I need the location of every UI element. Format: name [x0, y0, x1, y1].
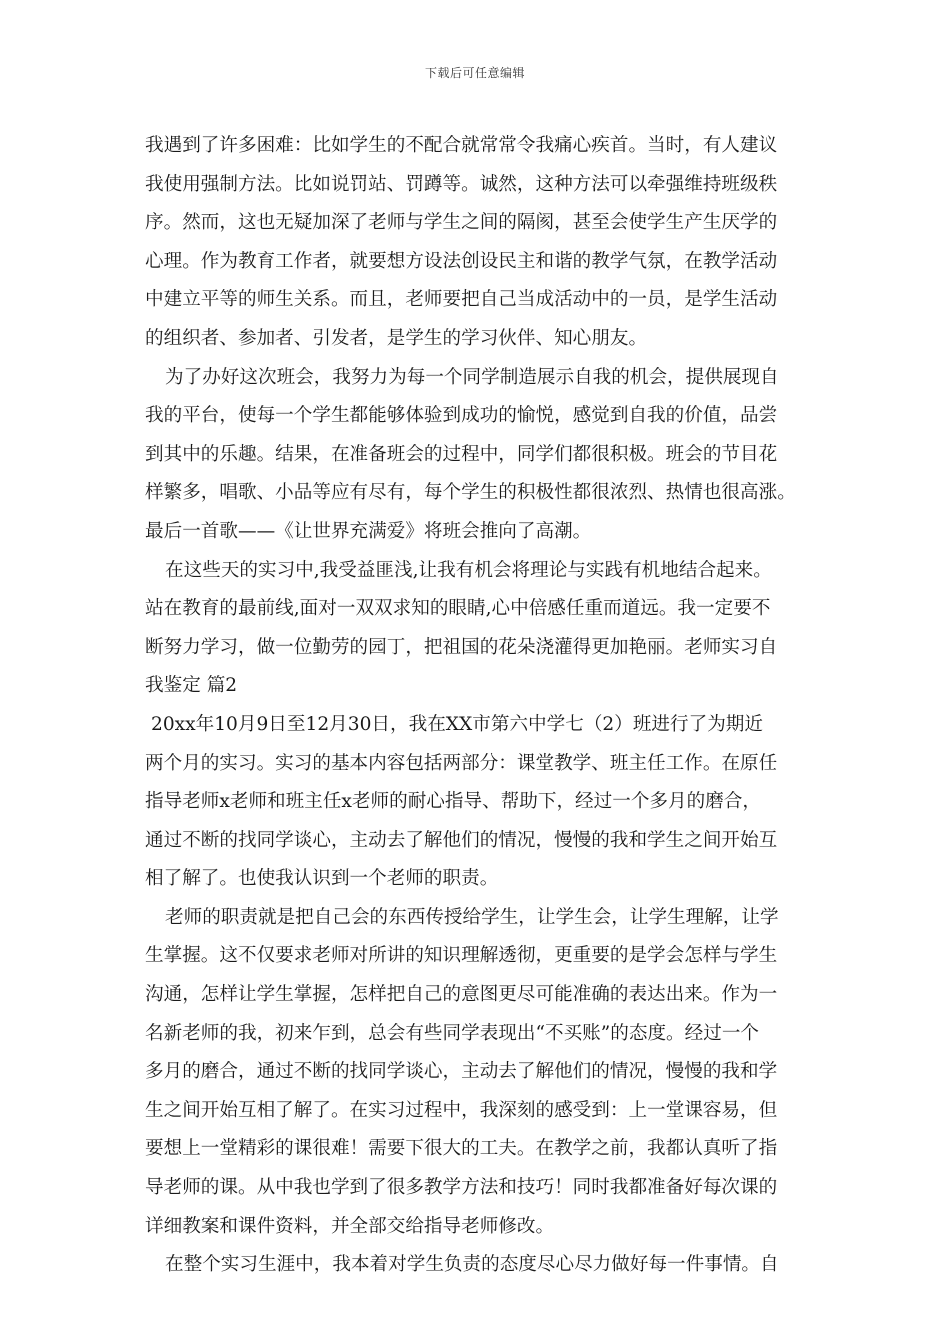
body-text [145, 127, 815, 1285]
text-line: 我遇到了许多困难：比如学生的不配合就常常令我痛心疾首。当时，有人建议 [145, 135, 778, 156]
text-line: 沟通，怎样让学生掌握，怎样把自己的意图更尽可能准确的表达出来。作为一 [145, 984, 778, 1006]
text-line: 生之间开始互相了解了。在实习过程中，我深刻的感受到：上一堂课容易，但 [145, 1099, 778, 1121]
text-line: 到其中的乐趣。结果，在准备班会的过程中，同学们都很积极。班会的节目花 [145, 443, 778, 465]
page-header: 下载后可任意编辑 [424, 66, 525, 80]
text-line: 生掌握。这不仅要求老师对所讲的知识理解透彻，更重要的是学会怎样与学生 [145, 945, 778, 967]
text-line: 指导老师x老师和班主任x老师的耐心指导、帮助下，经过一个多月的磨合， [145, 791, 761, 813]
text-line: 相了解了。也使我认识到一个老师的职责。 [145, 868, 499, 890]
text-line: 我使用强制方法。比如说罚站、罚蹲等。诚然，这种方法可以牵强维持班级秩 [145, 173, 778, 195]
text-line: 我鉴定 篇2 [145, 675, 238, 697]
text-line: 在整个实习生涯中，我本着对学生负责的态度尽心尽力做好每一件事情。自 [165, 1254, 779, 1276]
text-line: 名新老师的我，初来乍到，总会有些同学表现出“不买账”的态度。经过一个 [145, 1022, 760, 1044]
text-line: 20xx年10月9日至12月30日，我在XX市第六中学七（2）班进行了为期近 [151, 713, 763, 735]
text-line: 最后一首歌——《让世界充满爱》将班会推向了高潮。 [145, 520, 592, 542]
text-line: 我的平台，使每一个学生都能够体验到成功的愉悦，感觉到自我的价值，品尝 [145, 405, 778, 427]
text-line: 详细教案和课件资料，并全部交给指导老师修改。 [145, 1215, 555, 1237]
text-line: 在这些天的实习中,我受益匪浅,让我有机会将理论与实践有机地结合起来。 [165, 559, 772, 581]
text-line: 导老师的课。从中我也学到了很多教学方法和技巧！同时我都准备好每次课的 [145, 1177, 778, 1199]
text-line: 中建立平等的师生关系。而且，老师要把自己当成活动中的一员，是学生活动 [145, 289, 778, 311]
text-line: 老师的职责就是把自己会的东西传授给学生，让学生会，让学生理解，让学 [165, 906, 779, 928]
text-line: 为了办好这次班会，我努力为每一个同学制造展示自我的机会，提供展现自 [165, 366, 779, 388]
text-line: 通过不断的找同学谈心，主动去了解他们的情况，慢慢的我和学生之间开始互 [145, 829, 778, 851]
text-line: 两个月的实习。实习的基本内容包括两部分：课堂教学、班主任工作。在原任 [145, 752, 778, 774]
text-line: 断努力学习，做一位勤劳的园丁，把祖国的花朵浇灌得更加艳丽。老师实习自 [145, 636, 778, 658]
text-line: 样繁多，唱歌、小品等应有尽有，每个学生的积极性都很浓烈、热情也很高涨。 [145, 482, 796, 504]
text-line: 要想上一堂精彩的课很难！需要下很大的工夫。在教学之前，我都认真听了指 [145, 1138, 778, 1160]
text-line: 站在教育的最前线,面对一双双求知的眼睛,心中倍感任重而道远。我一定要不 [145, 598, 771, 620]
text-line: 心理。作为教育工作者，就要想方设法创设民主和谐的教学气氛，在教学活动 [145, 250, 778, 272]
text-line: 序。然而，这也无疑加深了老师与学生之间的隔阂，甚至会使学生产生厌学的 [145, 212, 778, 234]
text-line: 多月的磨合，通过不断的找同学谈心，主动去了解他们的情况，慢慢的我和学 [145, 1061, 778, 1083]
text-line: 的组织者、参加者、引发者，是学生的学习伙伴、知心朋友。 [145, 327, 648, 349]
